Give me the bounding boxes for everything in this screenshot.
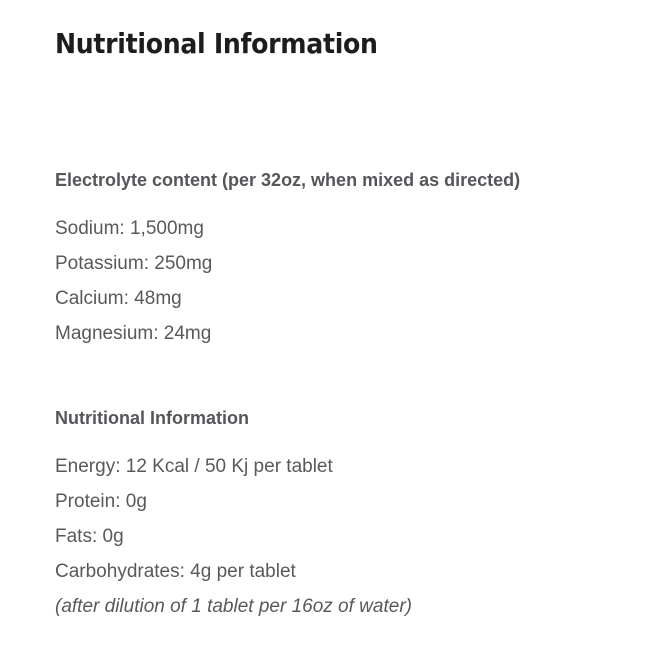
- list-item-potassium: Potassium: 250mg: [55, 253, 213, 274]
- section-electrolyte-content: [55, 169, 610, 345]
- list-item-protein: Protein: 0g: [55, 491, 147, 512]
- list-item-magnesium: Magnesium: 24mg: [55, 323, 212, 344]
- list-item-energy: Energy: 12 Kcal / 50 Kj per tablet: [55, 456, 333, 477]
- page-title: Nutritional Information: [55, 27, 378, 60]
- list-item-carbohydrates: Carbohydrates: 4g per tablet: [55, 561, 296, 582]
- list-item-fats: Fats: 0g: [55, 526, 124, 547]
- electrolyte-list: [55, 218, 610, 345]
- section-nutritional-information: [55, 407, 610, 618]
- dilution-note: (after dilution of 1 tablet per 16oz of water): [55, 596, 412, 617]
- electrolyte-section-heading: Electrolyte content (per 32oz, when mixed as directed): [55, 170, 521, 190]
- nutrition-section-heading: Nutritional Information: [55, 408, 249, 428]
- list-item-sodium: Sodium: 1,500mg: [55, 218, 204, 239]
- nutrition-list: [55, 456, 610, 583]
- list-item-calcium: Calcium: 48mg: [55, 288, 182, 309]
